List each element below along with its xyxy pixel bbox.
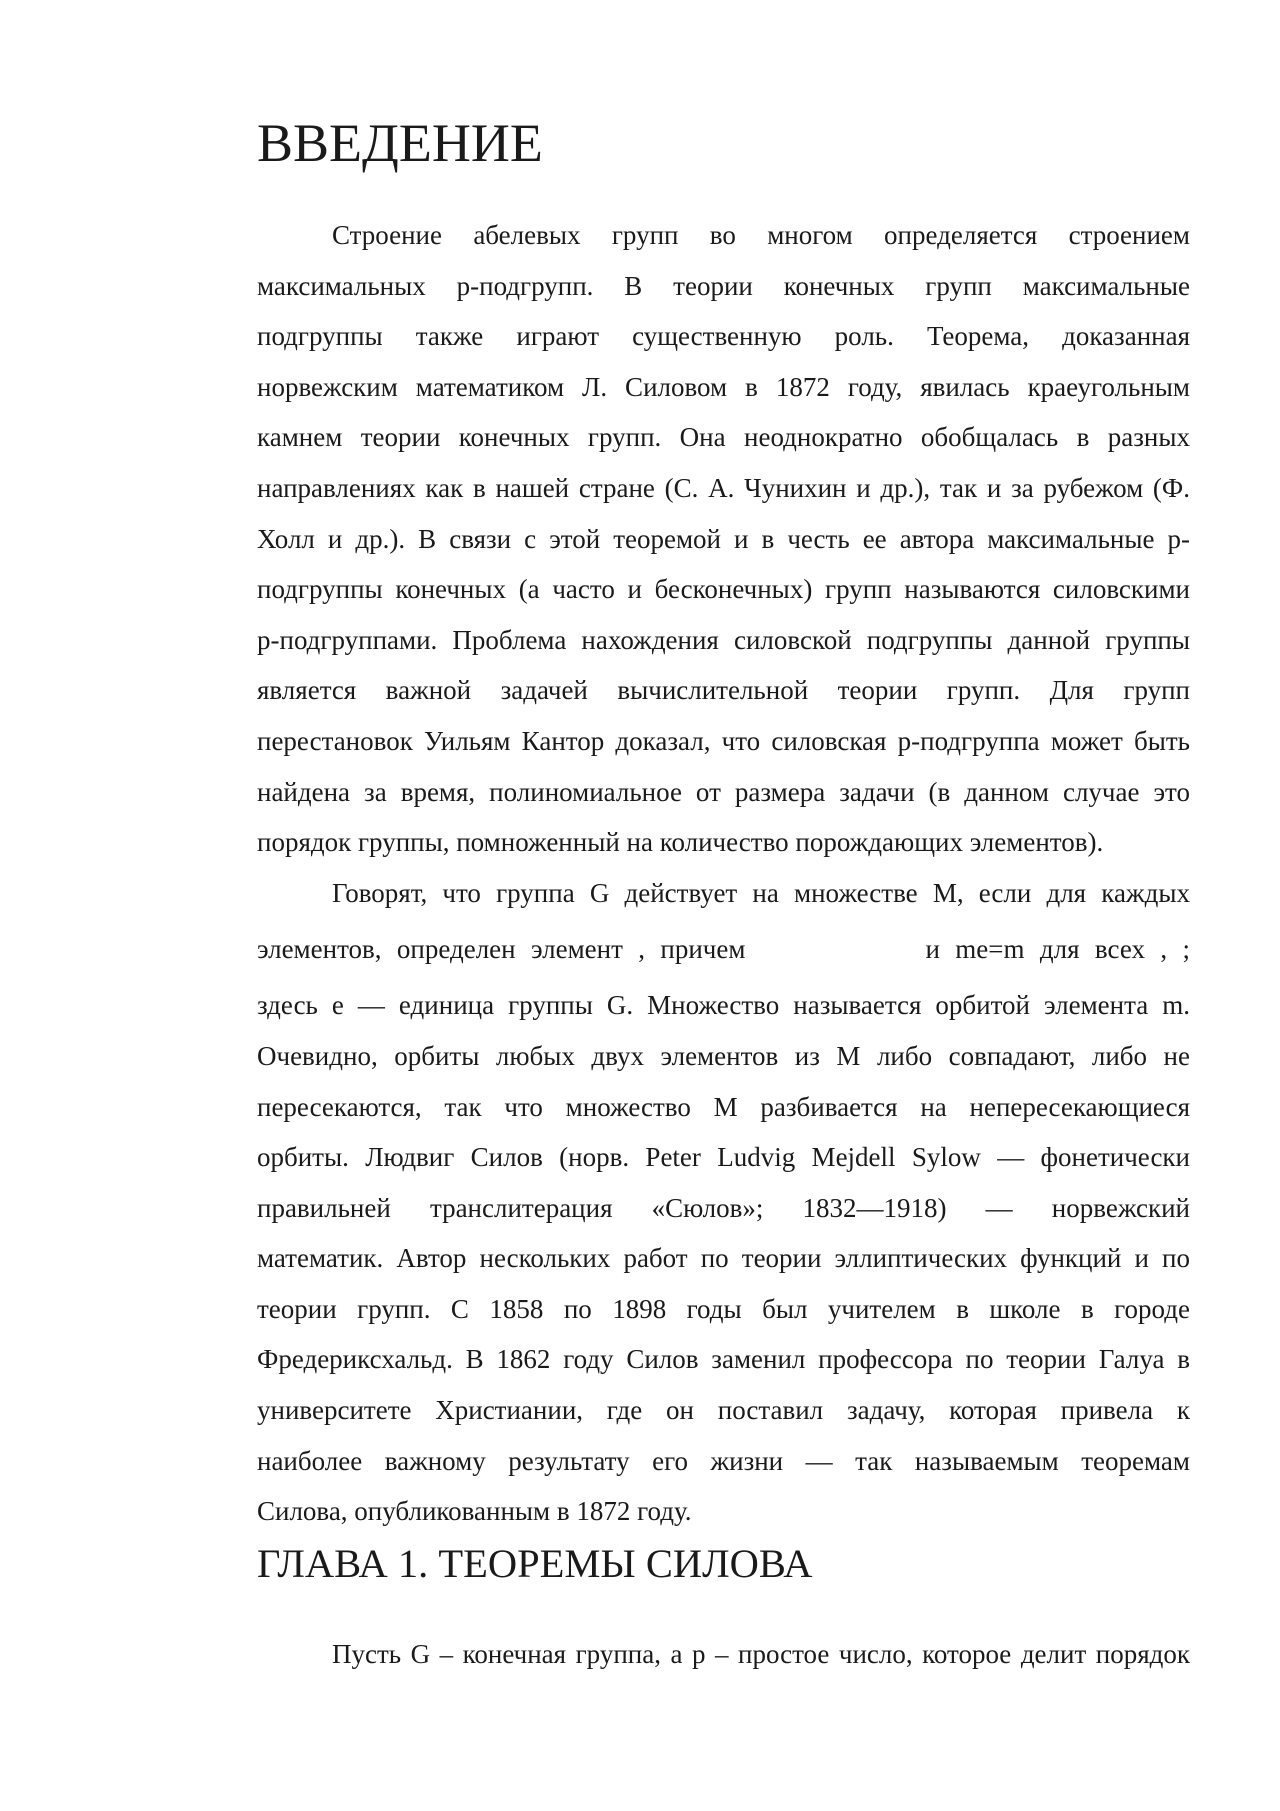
text-line: Холл и др.). В связи с этой теоремой и в честь ее автора максимальные р- xyxy=(257,523,1190,554)
text-line: максимальных р-подгрупп. В теории конечных групп максимальные xyxy=(257,270,1190,301)
text-line: норвежским математиком Л. Силовом в 1872 году, явилась краеугольным xyxy=(257,371,1190,402)
text-line: Говорят, что группа G действует на множестве M, если для каждых xyxy=(332,877,1190,908)
text-line: Фредериксхальд. В 1862 году Силов заменил профессора по теории Галуа в xyxy=(257,1344,1190,1375)
text-line: Силова, опубликованным в 1872 году. xyxy=(257,1496,692,1527)
text-fragment: и me=m для всех , ; xyxy=(925,934,1190,965)
text-line: подгруппы конечных (а часто и бесконечных) групп называются силовскими xyxy=(257,574,1190,605)
text-line: Пусть G – конечная группа, а p – простое число, которое делит порядок xyxy=(332,1638,1190,1669)
text-line: наиболее важному результату его жизни — так называемым теоремам xyxy=(257,1445,1190,1476)
text-line: порядок группы, помноженный на количество порождающих элементов). xyxy=(257,827,1104,858)
text-line: Очевидно, орбиты любых двух элементов из M либо совпадают, либо не xyxy=(257,1040,1190,1071)
text-line: направлениях как в нашей стране (С. А. Чунихин и др.), так и за рубежом (Ф. xyxy=(257,472,1190,503)
text-line: теории групп. С 1858 по 1898 годы был учителем в школе в городе xyxy=(257,1293,1190,1324)
chapter-1-heading: ГЛАВА 1. ТЕОРЕМЫ СИЛОВА xyxy=(257,1540,813,1586)
text-line-with-formula-gap xyxy=(182,918,1190,980)
text-fragment: элементов, определен элемент , причем xyxy=(257,934,746,965)
text-line: Строение абелевых групп во многом определяется строением xyxy=(332,220,1190,250)
intro-paragraph-2 xyxy=(182,868,1190,1537)
text-line: перестановок Уильям Кантор доказал, что силовская р-подгруппа может быть xyxy=(257,725,1190,756)
intro-heading: ВВЕДЕНИЕ xyxy=(257,113,543,173)
text-line: математик. Автор нескольких работ по теории эллиптических функций и по xyxy=(257,1243,1190,1274)
text-line: р-подгруппами. Проблема нахождения силовской подгруппы данной группы xyxy=(257,624,1190,655)
text-line: орбиты. Людвиг Силов (норв. Peter Ludvig Mejdell Sylow — фонетически xyxy=(257,1142,1190,1173)
text-line: найдена за время, полиномиальное от размера задачи (в данном случае это xyxy=(257,776,1190,807)
text-line: пересекаются, так что множество M разбивается на непересекающиеся xyxy=(257,1091,1190,1122)
text-line: здесь e — единица группы G. Множество называется орбитой элемента m. xyxy=(257,990,1190,1021)
intro-paragraph-1 xyxy=(182,210,1190,868)
chapter-1-paragraph-1 xyxy=(182,1629,1190,1680)
text-line: камнем теории конечных групп. Она неоднократно обобщалась в разных xyxy=(257,422,1190,453)
text-line: университете Христиании, где он поставил задачу, которая привела к xyxy=(257,1395,1190,1426)
text-line: правильней транслитерация «Сюлов»; 1832—1918) — норвежский xyxy=(257,1192,1190,1223)
document-page xyxy=(182,113,1190,1679)
text-line: подгруппы также играют существенную роль. Теорема, доказанная xyxy=(257,321,1190,352)
text-line: является важной задачей вычислительной теории групп. Для групп xyxy=(257,675,1190,706)
